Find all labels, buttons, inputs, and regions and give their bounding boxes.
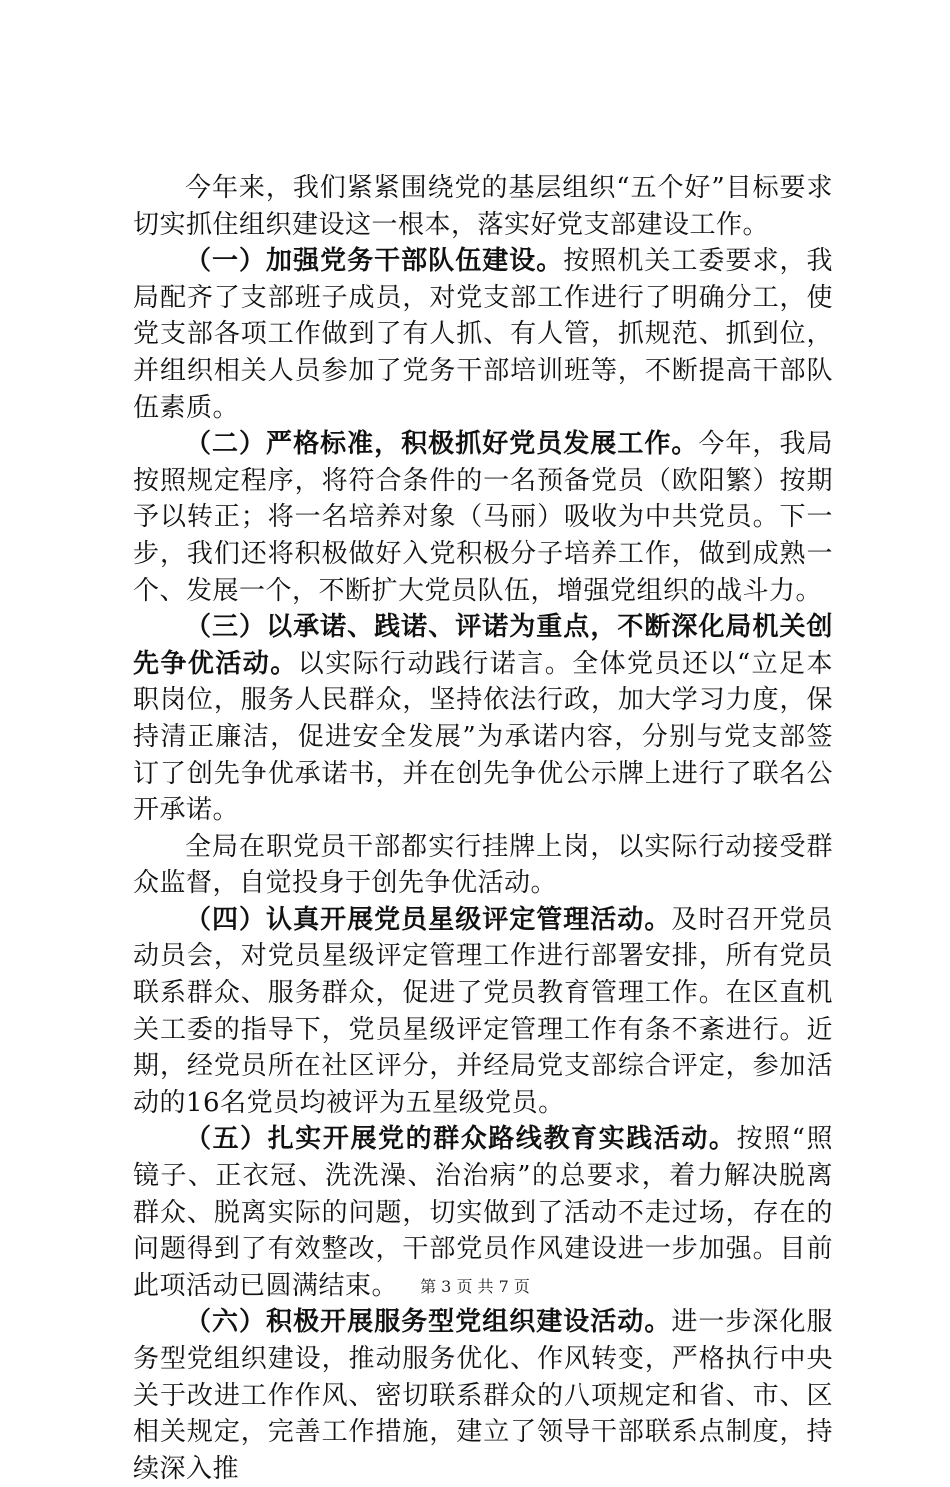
section-heading: （三）以承诺、践诺、评诺为重点，不断深化局机关创先争优活动。: [133, 612, 833, 679]
section-paragraph-3: [133, 609, 833, 829]
intro-paragraph: [133, 170, 833, 243]
section-paragraph-3b: [133, 829, 833, 902]
section-heading: （一）加强党务干部队伍建设。: [185, 246, 564, 277]
intro-text: 今年来，我们紧紧围绕党的基层组织“五个好”目标要求切实抓住组织建设这一根本，落实好党支部建设工作。: [133, 173, 833, 240]
section-paragraph-1: [133, 243, 833, 426]
section-body: 全局在职党员干部都实行挂牌上岗，以实际行动接受群众监督，自觉投身于创先争优活动。: [133, 831, 833, 899]
section-paragraph-2: [133, 426, 833, 609]
page-footer: 第 3 页 共 7 页: [420, 1277, 530, 1296]
section-body: 进一步深化服务型党组织建设，推动服务优化、作风转变，严格执行中央关于改进工作作风、密切联系群众的八项规定和省、市、区相关规定，完善工作措施，建立了领导干部联系点制度，持续深入推: [133, 1307, 833, 1484]
section-body: 以实际行动践行诺言。全体党员还以“立足本职岗位，服务人民群众，坚持依法行政，加大学习力度，保持清正廉洁，促进安全发展”为承诺内容，分别与党支部签订了创先争优承诺书，并在创先争优公示牌上进行了联名公开承诺。: [133, 648, 833, 826]
section-paragraph-6: [133, 1304, 833, 1487]
section-body: 按照机关工委要求，我局配齐了支部班子成员，对党支部工作进行了明确分工，使党支部各项工作做到了有人抓、有人管，抓规范、抓到位，并组织相关人员参加了党务干部培训班等，不断提高干部队伍素质。: [133, 246, 833, 423]
section-heading: （四）认真开展党员星级评定管理活动。: [185, 904, 672, 935]
section-body: 按照“照镜子、正衣冠、洗洗澡、治治病”的总要求，着力解决脱离群众、脱离实际的问题，切实做到了活动不走过场，存在的问题得到了有效整改，干部党员作风建设进一步加强。目前此项活动已圆满结束。: [133, 1124, 833, 1301]
section-heading: （二）严格标准，积极抓好党员发展工作。: [185, 429, 699, 460]
section-paragraph-4: [133, 902, 833, 1122]
section-body: 及时召开党员动员会，对党员星级评定管理工作进行部署安排，所有党员联系群众、服务群众，促进了党员教育管理工作。在区直机关工委的指导下，党员星级评定管理工作有条不紊进行。近期，经党员所在社区评分，并经局党支部综合评定，参加活动的16名党员均被评为五星级党员。: [133, 904, 833, 1118]
section-heading: （五）扎实开展党的群众路线教育实践活动。: [185, 1124, 737, 1155]
section-heading: （六）积极开展服务型党组织建设活动。: [185, 1307, 672, 1338]
section-body: 今年，我局按照规定程序，将符合条件的一名预备党员（欧阳繁）按期予以转正；将一名培养对象（马丽）吸收为中共党员。下一步，我们还将积极做好入党积极分子培养工作，做到成熟一个、发展一个，不断扩大党员队伍，增强党组织的战斗力。: [133, 429, 833, 606]
